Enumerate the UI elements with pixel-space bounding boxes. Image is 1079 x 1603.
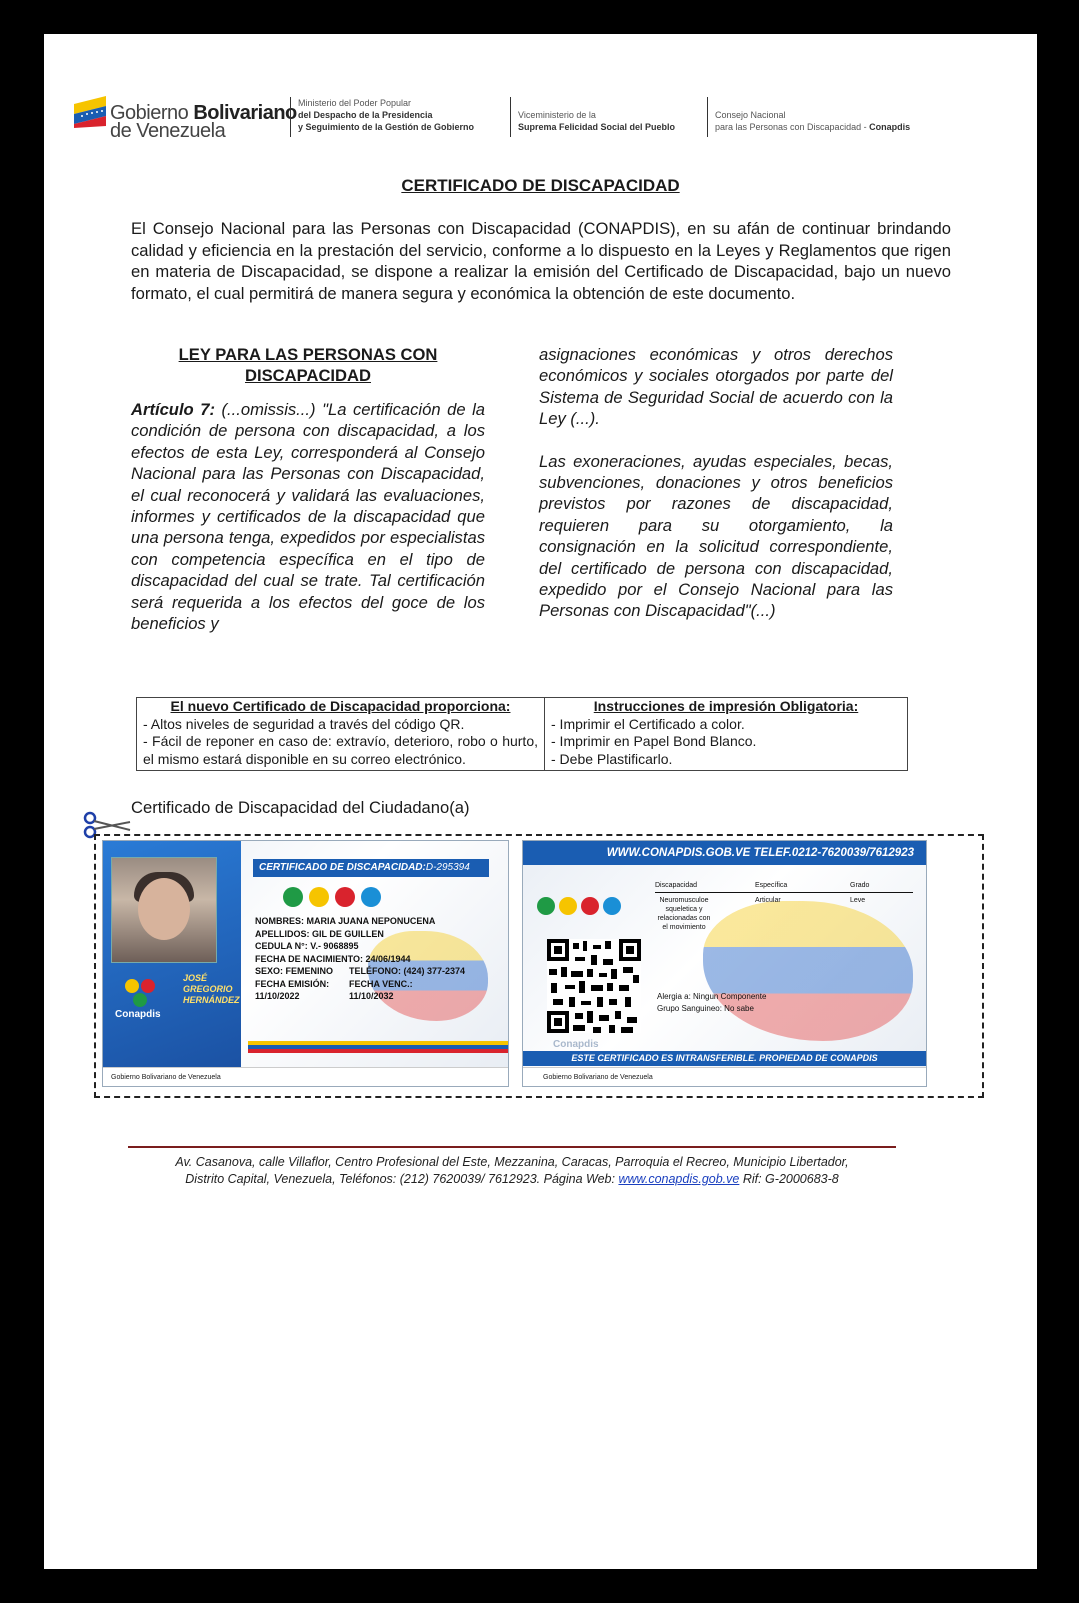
info-left-item: - Fácil de reponer en caso de: extravío, deterioro, robo o hurto, el mismo estará disponible en su correo electrónico.	[143, 733, 538, 767]
col-especifica: Específica	[755, 882, 788, 889]
info-left-item: - Altos niveles de seguridad a través del código QR.	[143, 715, 465, 732]
card-apellidos: APELLIDOS: GIL DE GUILLEN	[255, 928, 384, 939]
website-link[interactable]: www.conapdis.gob.ve	[618, 1172, 740, 1186]
info-right-cell	[545, 698, 908, 771]
card-front-footer: Gobierno Bolivariano de Venezuela	[103, 1067, 508, 1086]
card-emision: 11/10/2022	[255, 991, 300, 1001]
card-nacimiento: FECHA DE NACIMIENTO: 24/06/1944	[255, 953, 411, 964]
info-right-item: - Imprimir el Certificado a color.	[551, 715, 745, 732]
info-table	[136, 697, 908, 771]
header-conapdis: Consejo Nacional para las Personas con Discapacidad - Conapdis	[707, 97, 910, 137]
card-sexo: SEXO: FEMENINO	[255, 966, 334, 976]
certificate-card-front	[102, 840, 509, 1087]
law-left-column	[131, 344, 485, 634]
val-discapacidad: Neuromusculoe squeletica y relacionadas con el movimiento	[657, 897, 711, 931]
qr-code	[547, 939, 641, 1033]
footer-address: Av. Casanova, calle Villaflor, Centro Profesional del Este, Mezzanina, Caracas, Parroquia el Recreo, Municipio Libertador, Distrito Capital, Venezuela, Teléfonos: (212) 7620039/ 7612923. Página Web: www.conapdis.gob.ve Rif: G-2000683-8	[175, 1155, 849, 1186]
certificate-card-back	[522, 840, 927, 1087]
card-cedula: CEDULA N°: V.- 9068895	[255, 941, 359, 951]
header-viceministry: Viceministerio de la Suprema Felicidad Social del Pueblo	[510, 97, 675, 137]
card-front-banner: CERTIFICADO DE DISCAPACIDAD:D-295394	[253, 859, 489, 877]
document-page	[44, 34, 1037, 1569]
gov-logo-text: Gobierno Bolivariano de Venezuela	[110, 102, 297, 142]
law-right-p2: Las exoneraciones, ayudas especiales, becas, subvenciones, donaciones y otros beneficios previstos por razones de discapacidad, requieren para su otorgamiento, la consignación en la solicitud correspondiente, del certificado de persona con discapacidad, expedido por el Consejo Nacional para las Personas con Discapacidad"(...)	[539, 451, 893, 621]
card-back-icons	[537, 897, 637, 919]
info-right-heading: Instrucciones de impresión Obligatoria:	[593, 698, 859, 714]
law-right-p1: asignaciones económicas y otros derechos económicos y sociales otorgados por parte del Sistema de Seguridad Social de acuerdo con la Ley (...).	[539, 345, 893, 429]
card-back-header: WWW.CONAPDIS.GOB.VE TELEF.0212-7620039/7612923	[523, 841, 926, 865]
card-back-medical	[657, 991, 766, 1015]
law-right-column	[539, 344, 893, 622]
certificate-label: Certificado de Discapacidad del Ciudadano(a)	[131, 798, 470, 817]
card-front-details: NOMBRES: MARIA JUANA NEPONUCENA APELLIDOS: GIL DE GUILLEN CEDULA N°: V.- 9068895 FECHA DE NACIMIENTO: 24/06/1944 SEXO: FEMENINO TELÉFONO: (424) 377-2374 FECHA EMISIÓN: FECHA VENC.: 11/10/2022 11/10/2032	[255, 915, 505, 1003]
info-right-item: - Debe Plastificarlo.	[551, 750, 673, 767]
info-left-cell	[137, 698, 545, 771]
footer-rule	[128, 1146, 896, 1148]
card-back-watermark: Conapdis	[553, 1039, 599, 1050]
card-telefono: TELÉFONO: (424) 377-2374	[349, 966, 466, 976]
card-venc: 11/10/2032	[349, 991, 394, 1001]
venezuela-flag-icon	[72, 94, 108, 128]
disability-icons	[283, 887, 403, 909]
col-discapacidad: Discapacidad	[655, 882, 698, 889]
conapdis-logo: Conapdis	[115, 979, 175, 1029]
header-ministry: Ministerio del Poder Popular del Despacho de la Presidencia y Seguimiento de la Gestión de Gobierno	[290, 97, 474, 137]
article-label: Artículo 7:	[131, 400, 215, 419]
law-heading: LEY PARA LAS PERSONAS CON DISCAPACIDAD	[178, 345, 438, 385]
card-back-footer: Gobierno Bolivariano de Venezuela	[523, 1067, 926, 1086]
citizen-photo	[111, 857, 217, 963]
val-especifica: Articular	[755, 897, 781, 904]
article-7-text: Artículo 7: (...omissis...) "La certificación de la condición de persona con discapacidad, a los efectos de esta Ley, corresponderá al Consejo Nacional para las Personas con Discapacidad, el cual reconocerá y validará las evaluaciones, informes y certificados de la discapacidad que una persona tenga, expedidos por especialistas con competencia específica en el tipo de discapacidad del cual se trate. Tal certificación será requerida a los efectos del goce de los beneficios y	[131, 400, 485, 634]
grupo-sanguineo: Grupo Sanguineo: No sabe	[657, 1004, 754, 1013]
val-grado: Leve	[850, 897, 866, 904]
alergia: Alergia a: Ningun Componente	[657, 992, 767, 1001]
card-front-flag-strip	[248, 1041, 508, 1053]
info-right-item: - Imprimir en Papel Bond Blanco.	[551, 733, 757, 749]
col-grado: Grado	[850, 882, 870, 889]
page-title: CERTIFICADO DE DISCAPACIDAD	[401, 176, 680, 195]
card-side-text: JOSÉ GREGORIO HERNÁNDEZ	[183, 973, 240, 1005]
card-nombres: NOMBRES: MARIA JUANA NEPONUCENA	[255, 916, 436, 926]
card-back-bottom-banner: ESTE CERTIFICADO ES INTRANSFERIBLE. PROPIEDAD DE CONAPDIS	[523, 1051, 926, 1066]
info-left-heading: El nuevo Certificado de Discapacidad proporciona:	[170, 698, 511, 714]
intro-paragraph: El Consejo Nacional para las Personas con Discapacidad (CONAPDIS), en su afán de continuar brindando calidad y eficiencia en la prestación del servicio, conforme a lo dispuesto en la Leyes y Reglamentos que rigen en materia de Discapacidad, se dispone a realizar la emisión del Certificado de Discapacidad, bajo un nuevo formato, el cual permitirá de manera segura y económica la obtención de este documento.	[131, 219, 951, 303]
disability-table	[655, 881, 913, 932]
